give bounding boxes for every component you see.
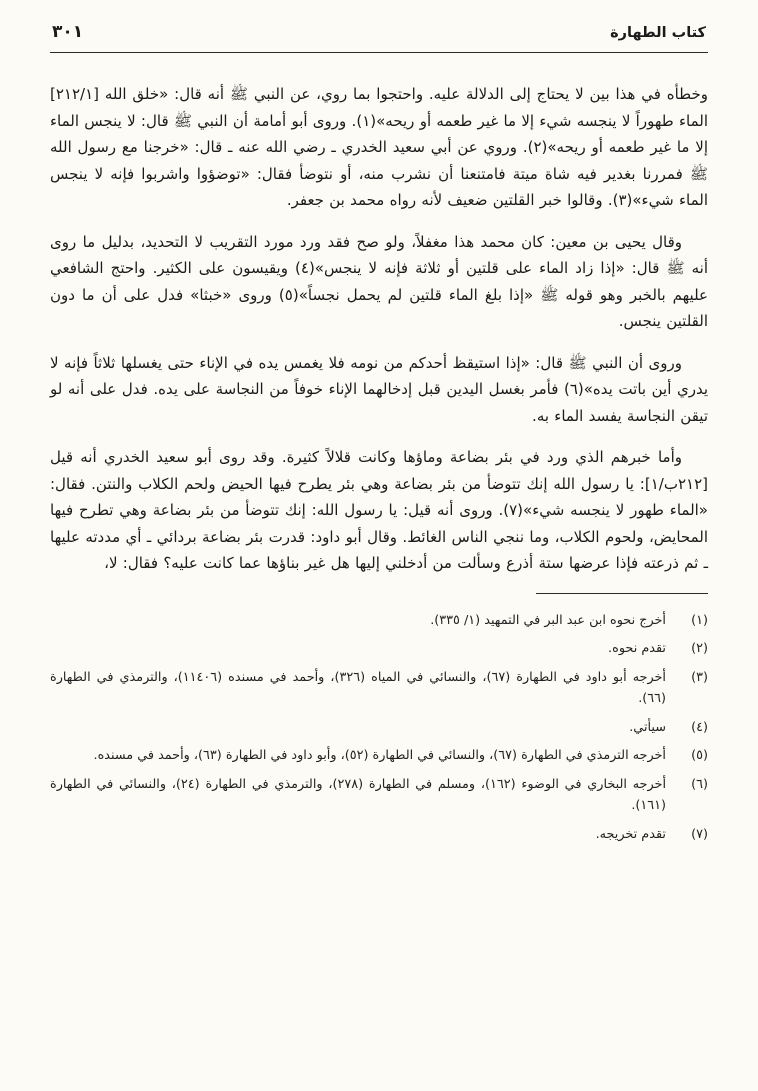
paragraph-1: وخطأه في هذا بين لا يحتاج إلى الدلالة عليه. واحتجوا بما روي، عن النبي ﷺ أنه قال: «خلق الله [٢١٢/١] الماء طهوراً لا ينجسه شيء إلا ما غير طعمه أو ريحه»(١). وروى أبو أمامة أن النبي ﷺ قال: لا ينجس الماء إلا ما غير طعمه أو ريحه»(٢). وروي عن أبي سعيد الخدري ـ رضي الله عنه ـ قال: «خرجنا مع رسول الله ﷺ فمررنا بغدير فيه شاة ميتة فامتنعنا أن نشرب منه، أو نتوضأ فقال: «توضؤوا واشربوا فإنه لا ينجس الماء شيء»(٣). وقالوا خبر القلتين ضعيف لأنه رواه محمد بن جعفر.: [50, 85, 708, 209]
paragraph-4: وأما خبرهم الذي ورد في بئر بضاعة وماؤها وكانت قلالاً كثيرة. وقد روى أبو سعيد الخدري أنه قيل [٢١٢ب/١]: يا رسول الله إنك تتوضأ من بئر بضاعة وهي بئر يطرح فيها الحيض ولحم الكلاب والنتن. فقال: «الماء طهور لا ينجسه شيء»(٧). وروى أنه قيل: يا رسول الله: إنك تتوضأ من بئر بضاعة وهي تطرح فيها المحايض، ولحوم الكلاب، وما ننجي الناس الغائط. وقال أبو داود: قدرت بئر بضاعة بردائي ـ أي مددته عليها ـ ثم ذرعته فإذا عرضها ستة أذرع وسألت من أدخلني إليها هل غير بناؤها عما كانت عليه؟ فقال: لا،: [50, 448, 708, 572]
footnote-text: أخرجه أبو داود في الطهارة (٦٧)، والنسائي في المياه (٣٢٦)، وأحمد في مسنده (١١٤٠٦)، والترمذي في الطهارة (٦٦).: [50, 669, 666, 706]
footnote-item: [50, 774, 708, 817]
footnote-number: (٧): [691, 826, 708, 842]
paragraph-3: وروى أن النبي ﷺ قال: «إذا استيقظ أحدكم من نومه فلا يغمس يده في الإناء حتى يغسلها ثلاثاً فإنه لا يدري أين باتت يده»(٦) فأمر بغسل اليدين قبل إدخالهما الإناء خوفاً من النجاسة على يده. فدل على أنه لو تيقن النجاسة يفسد الماء به.: [50, 353, 708, 425]
header-divider: [50, 52, 708, 53]
footnote-number: (٥): [691, 748, 708, 763]
footnotes-section: [50, 610, 708, 846]
footnote-text: تقدم تخريجه.: [595, 826, 666, 842]
chapter-title: كتاب الطهارة: [610, 25, 706, 41]
page-header: [50, 14, 708, 50]
footnote-text: تقدم نحوه.: [608, 641, 666, 656]
footnote-item: [50, 717, 708, 739]
footnote-item: [50, 610, 708, 632]
footnote-number: (٦): [691, 776, 708, 792]
footnote-item: [50, 745, 708, 767]
paragraph-2: وقال يحيى بن معين: كان محمد هذا مغفلاً، ولو صح فقد ورد مورد التقريب لا التحديد، بدليل ما روى أنه ﷺ قال: «إذا زاد الماء على قلتين أو ثلاثة فإنه لا ينجس»(٤) ويقيسون على الكثير. واحتج الشافعي عليهم بالخبر وهو قوله ﷺ «إذا بلغ الماء قلتين لم يحمل نجساً»(٥) وروى «خبثا» فدل على أن ما دون القلتين ينجس.: [50, 232, 709, 330]
footnote-divider: [536, 593, 708, 594]
footnote-item: [50, 824, 708, 846]
footnote-text: أخرجه الترمذي في الطهارة (٦٧)، والنسائي في الطهارة (٥٢)، وأبو داود في الطهارة (٦٣)، وأحمد في مسنده.: [93, 748, 666, 763]
footnote-item: [50, 667, 708, 710]
footnote-text: أخرجه البخاري في الوضوء (١٦٢)، ومسلم في الطهارة (٢٧٨)، والترمذي في الطهارة (٢٤)، والنسائي في الطهارة (١٦١).: [50, 776, 666, 813]
footnote-text: أخرج نحوه ابن عبد البر في التمهيد (١/ ٣٣٥).: [430, 612, 666, 628]
footnote-item: [50, 638, 708, 660]
footnote-number: (١): [691, 612, 708, 628]
footnote-text: سيأتي.: [629, 719, 666, 735]
body-text: [50, 81, 708, 577]
page-number: ٣٠١: [52, 22, 84, 42]
footnote-number: (٢): [691, 641, 708, 656]
footnote-number: (٤): [691, 719, 708, 735]
footnote-number: (٣): [691, 669, 708, 685]
